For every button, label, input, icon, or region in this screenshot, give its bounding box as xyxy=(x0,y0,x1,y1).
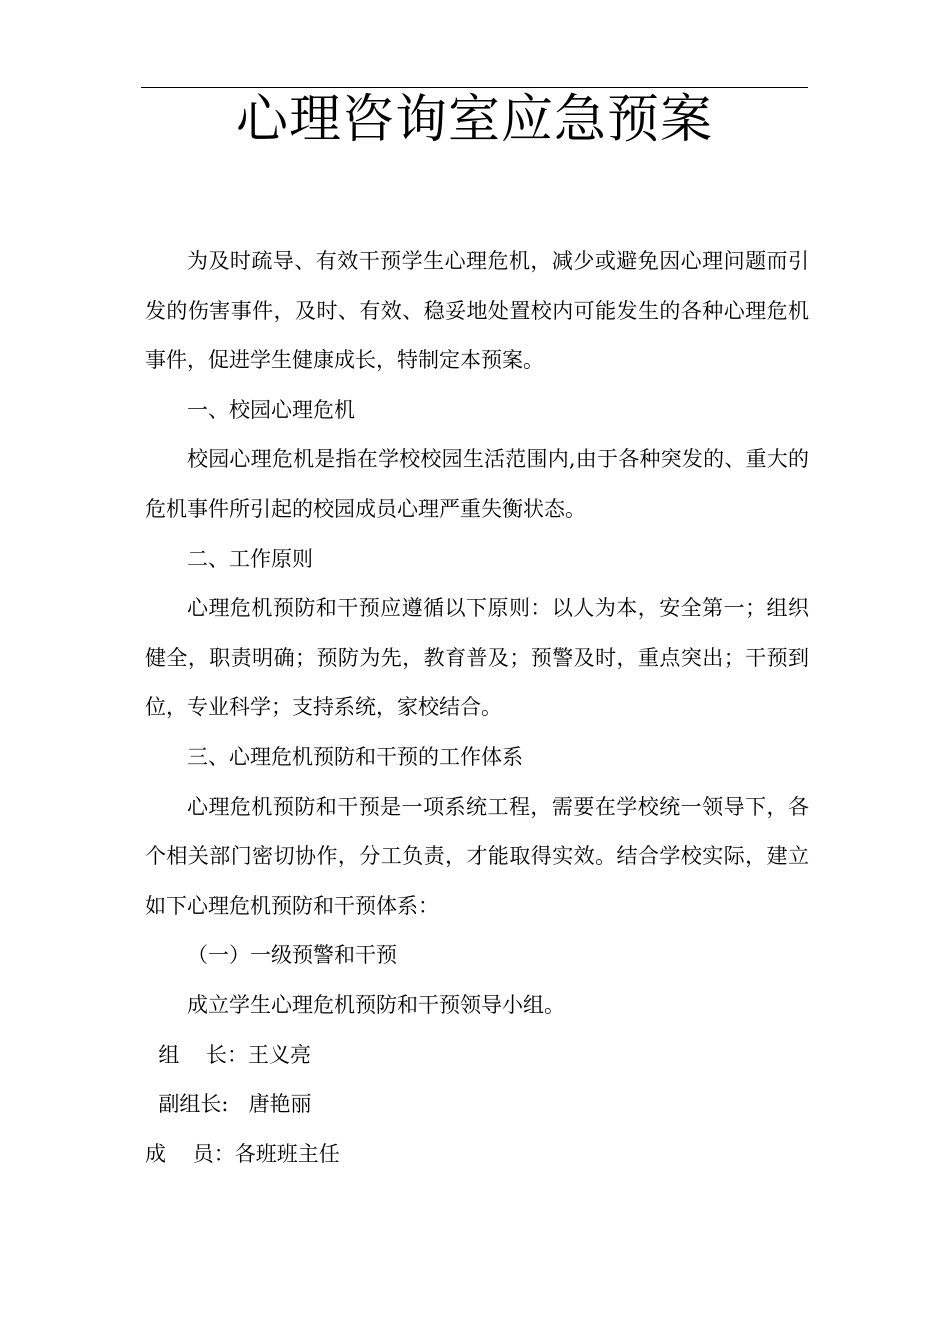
section-heading-1: 一、校园心理危机 xyxy=(187,397,355,422)
member-members: 成 员：各班班主任 xyxy=(145,1141,340,1166)
section-1-paragraph: 校园心理危机是指在学校校园生活范围内,由于各种突发的、重大的危机事件所引起的校园成员心理严重失衡状态。 xyxy=(145,447,809,521)
document-title: 心理咨询室应急预案 xyxy=(235,90,713,150)
section-heading-2: 二、工作原则 xyxy=(187,546,313,571)
document-body xyxy=(145,237,809,1179)
member-deputy-leader: 副组长: 唐艳丽 xyxy=(145,1092,312,1117)
subsection-1-paragraph: 成立学生心理危机预防和干预领导小组。 xyxy=(187,992,565,1017)
subsection-heading-1: （一）一级预警和干预 xyxy=(187,943,397,968)
section-heading-3: 三、心理危机预防和干预的工作体系 xyxy=(187,744,523,769)
section-3-paragraph: 心理危机预防和干预是一项系统工程，需要在学校统一领导下，各个相关部门密切协作，分工负责，才能取得实效。结合学校实际，建立如下心理危机预防和干预体系： xyxy=(145,794,809,918)
section-2-paragraph: 心理危机预防和干预应遵循以下原则：以人为本，安全第一；组织健全，职责明确；预防为先，教育普及；预警及时，重点突出；干预到位，专业科学；支持系统，家校结合。 xyxy=(145,596,809,720)
intro-paragraph: 为及时疏导、有效干预学生心理危机，减少或避免因心理问题而引发的伤害事件，及时、有效、稳妥地处置校内可能发生的各种心理危机事件，促进学生健康成长，特制定本预案。 xyxy=(145,249,809,373)
member-leader: 组 长：王义亮 xyxy=(145,1042,312,1067)
